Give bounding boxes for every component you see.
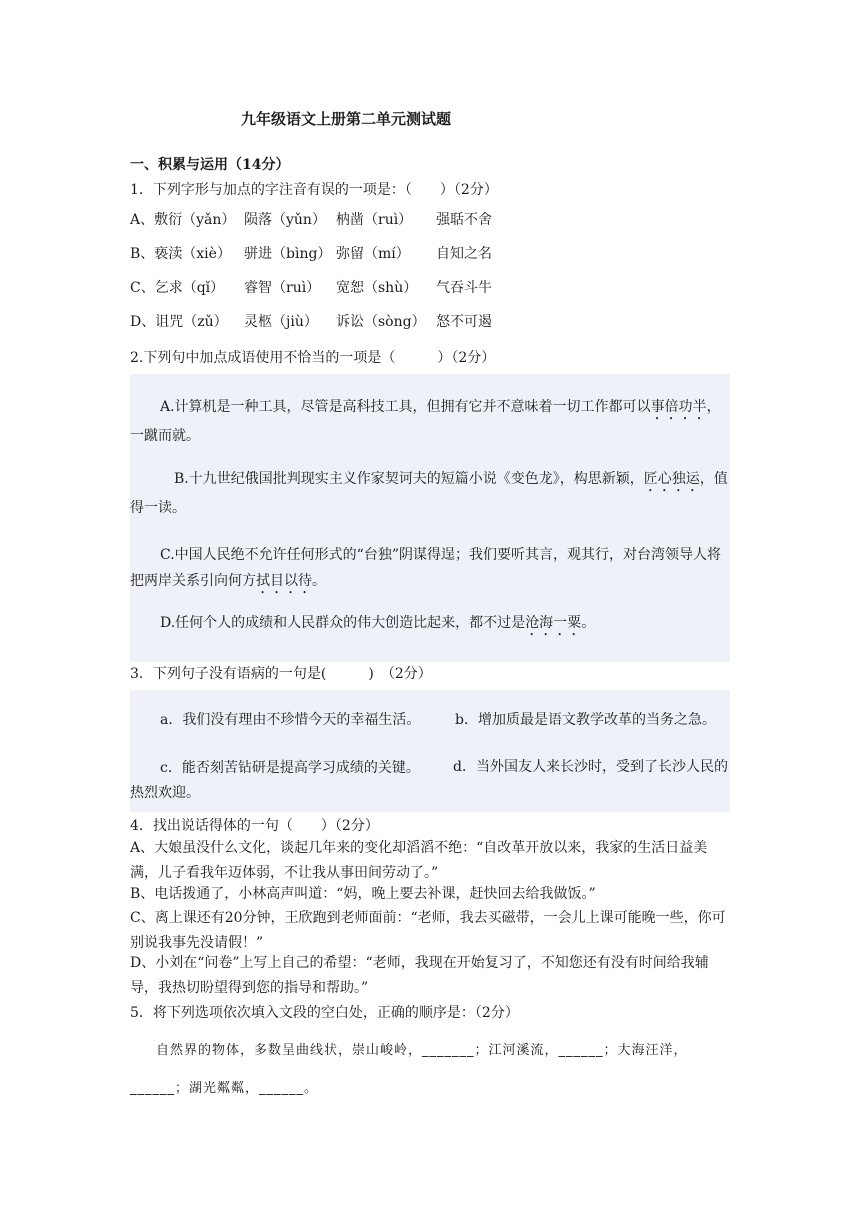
q4-option-b: B、电话拨通了，小林高声叫道：“妈，晚上要去补课，赶快回去给我做饭。” bbox=[130, 886, 596, 902]
q3-option-c: c．能否刻苦钻研是提高学习成绩的关键。 bbox=[160, 760, 420, 776]
q2-option-d bbox=[130, 610, 730, 639]
q5-passage: 自然界的物体，多数呈曲线状，崇山峻岭，_______；江河溪流，______；大海汪洋，______；湖光粼粼，______。 bbox=[130, 1043, 688, 1096]
q1-d-3: 诉讼（sòng） bbox=[336, 314, 426, 330]
q2-option-c bbox=[130, 542, 730, 597]
section-heading: 一、积累与运用（14分） bbox=[130, 157, 290, 173]
q3-option-b: b．增加质最是语文教学改革的当务之急。 bbox=[455, 712, 716, 728]
q2-b-text: B.十九世纪俄国批判现实主义作家契诃夫的短篇小说《变色龙》，构思新颖， bbox=[174, 471, 644, 487]
q2-d-idiom: 沧海一粟 bbox=[525, 615, 582, 631]
q2-c-text: C.中国人民绝不允许任何形式的“台独”阴谋得逞；我们要听其言，观其行，对台湾领导人将把两岸关系引向何方 bbox=[130, 547, 721, 589]
q2-a-text: A.计算机是一种工具，尽管是高科技工具，但拥有它并不意味着一切工作都可以 bbox=[160, 399, 651, 415]
q2-a-idiom: 事倍功半 bbox=[650, 399, 707, 415]
q1-d-1: D、诅咒（zǔ） bbox=[130, 314, 228, 330]
q1-option-c bbox=[130, 279, 492, 297]
q1-a-1: A、敷衍（yǎn） bbox=[130, 212, 236, 228]
question-3-stem: 3．下列句子没有语病的一句是( ) （2分） bbox=[130, 666, 432, 682]
q1-b-2: 骈进（bìng） bbox=[244, 246, 332, 262]
q1-b-1: B、亵渎（xiè） bbox=[130, 246, 231, 262]
q4-option-a: A、大娘虽没什么文化，谈起几年来的变化却滔滔不绝：“自改革开放以来，我家的生活日益美满，儿子看我年迈体弱，不让我从事田间劳动了。” bbox=[130, 840, 708, 881]
q2-a-end: ，一蹴而就。 bbox=[130, 399, 721, 444]
q1-b-4: 自知之名 bbox=[436, 246, 492, 262]
q1-c-1: C、乞求（qǐ） bbox=[130, 280, 225, 296]
q3-option-a: a．我们没有理由不珍惜今天的幸福生活。 bbox=[160, 712, 421, 728]
q4-option-d: D、小刘在“问卷”上写上自己的希望：“老师，我现在开始复习了，不知您还有没有时间给我辅导，我热切盼望得到您的指导和帮助。” bbox=[130, 955, 709, 996]
q3-option-d: d．当外国友人来长沙时，受到了长沙人民的热烈欢迎。 bbox=[130, 759, 728, 801]
q4-option-c: C、离上课还有20分钟，王欣跑到老师面前：“老师，我去买磁带，一会儿上课可能晚一些，你可别说我事先没请假！” bbox=[130, 910, 726, 951]
q2-d-text: D.任何个人的成绩和人民群众的伟大创造比起来，都不过是 bbox=[160, 615, 526, 631]
q1-a-2: 陨落（yǔn） bbox=[244, 212, 326, 228]
q2-c-end: 。 bbox=[312, 573, 326, 589]
question-4-stem: 4．找出说话得体的一句（ ）（2分） bbox=[130, 818, 379, 834]
q2-b-end: ，值得一读。 bbox=[130, 471, 728, 516]
q2-c-idiom: 拭目以待 bbox=[256, 573, 312, 589]
q1-b-3: 弥留（mí） bbox=[336, 246, 410, 262]
q1-a-3: 枘凿（ruì） bbox=[336, 212, 413, 228]
q1-c-4: 气吞斗牛 bbox=[436, 280, 492, 296]
q1-option-d bbox=[130, 313, 492, 331]
q1-option-b bbox=[130, 245, 492, 263]
page-title: 九年级语文上册第二单元测试题 bbox=[241, 110, 452, 128]
q2-option-a bbox=[130, 394, 730, 449]
question-1-stem: 1．下列字形与加点的字注音有误的一项是：（ ）（2分） bbox=[130, 182, 498, 198]
q2-d-end: 。 bbox=[581, 615, 596, 631]
q2-b-idiom: 匠心独运 bbox=[643, 471, 700, 487]
q1-a-4: 强聒不舍 bbox=[436, 212, 492, 228]
q1-d-4: 怒不可遏 bbox=[436, 314, 492, 330]
q1-d-2: 灵柩（jiù） bbox=[244, 314, 318, 330]
q1-c-3: 宽恕（shù） bbox=[336, 280, 418, 296]
q2-option-b bbox=[130, 466, 730, 521]
question-2-stem: 2.下列句中加点成语使用不恰当的一项是（ ）（2分） bbox=[130, 350, 496, 366]
question-5-stem: 5．将下列选项依次填入文段的空白处，正确的顺序是：（2分） bbox=[130, 1005, 519, 1021]
q1-option-a bbox=[130, 211, 492, 229]
q1-c-2: 睿智（ruì） bbox=[244, 280, 321, 296]
